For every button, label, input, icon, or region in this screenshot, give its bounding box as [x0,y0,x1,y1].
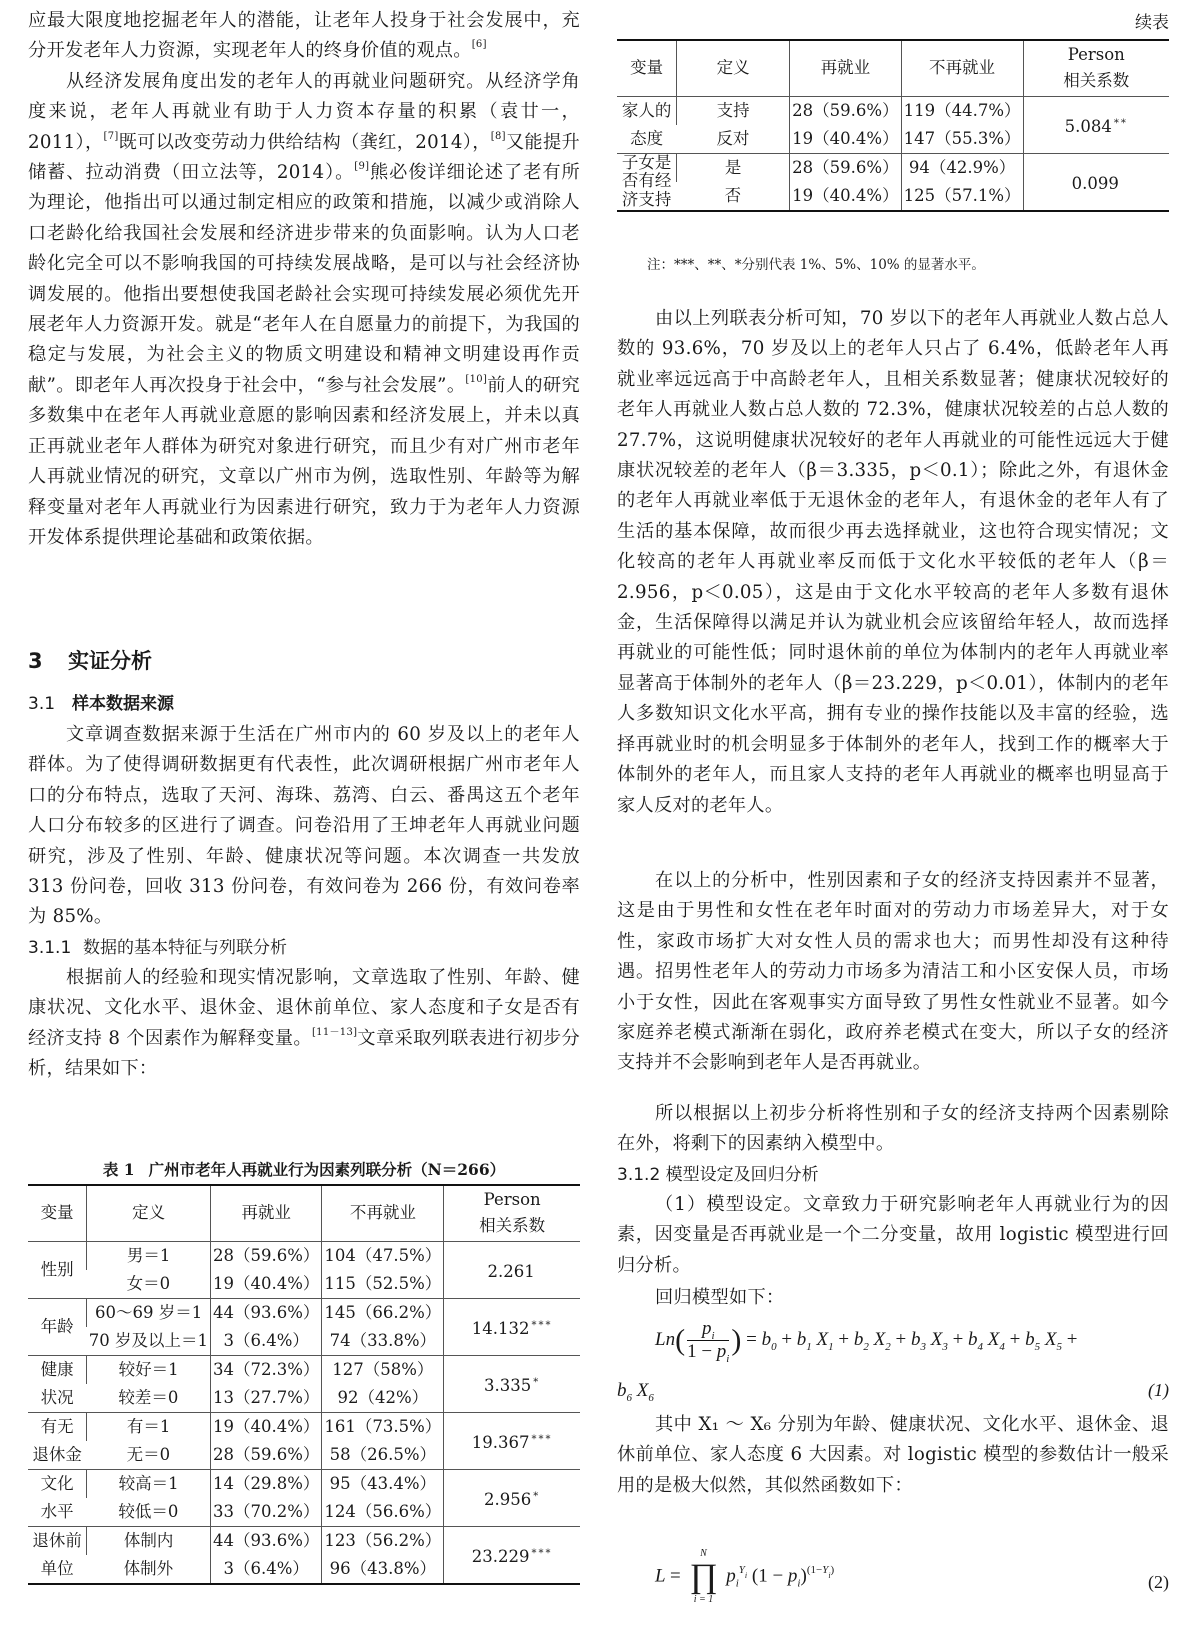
paragraph-8: （1）模型设定。文章致力于研究影响老年人再就业行为的因素，因变量是否再就业是一个二分变量，故用 logistic 模型进行回归分析。 [617,1194,1169,1276]
col-header-not-reemployed: 不再就业 [901,40,1023,96]
paragraph-2 [28,67,580,554]
cell-variable [28,1469,87,1526]
cell-coefficient [444,1241,580,1298]
col-header-variable: 变量 [40,1203,74,1223]
paragraph-text: 又能提升储蓄、拉动消费（田立法等，2014）。 [28,131,580,184]
variable-line: 家人的 [621,100,672,120]
cell-coefficient [1023,96,1169,153]
section-heading-3 [28,646,152,676]
table-label: 表 1 [102,1160,135,1179]
cell-reemployed: 19（40.4%） [210,1270,321,1299]
table-header-row [617,40,1169,96]
significance-stars: *** [531,1433,553,1445]
paragraph-text: 从经济发展角度出发的老年人的再就业问题研究。从经济学角度来说，老年人再就业有助于人力资本存量的积累（袁廿一，2011）， [28,70,580,153]
cell-coefficient [444,1526,580,1584]
table-row [28,1412,580,1441]
table-1-continued [617,39,1169,212]
cell-not-reemployed: 95（43.4%） [322,1469,444,1498]
citation: [6] [471,39,487,51]
cell-not-reemployed: 119（44.7%） [901,96,1023,125]
table-row [617,153,1169,182]
cell-not-reemployed: 96（43.8%） [322,1555,444,1584]
table-row [28,1298,580,1327]
equation-1-continued: $b_6$ $X_6$ (1) [617,1380,1169,1404]
paragraph-6: 在以上的分析中，性别因素和子女的经济支持因素并不显著，这是由于男性和女性在老年时面对的劳动力市场差异大，对于女性，家政市场扩大对女性人员的需求也大；而男性却没有这种待遇。招男性老年人的劳动力市场多为清洁工和小区安保人员，市场小于女性，因此在客观事实方面导致了男性女性就业不显著。如今家庭养老模式渐渐在弱化，政府养老模式在变大，所以子女的经济支持并不会影响到老年人是否再就业。 [617,870,1169,1074]
section-number: 3.1 [28,694,56,714]
cell-not-reemployed: 127（58%） [322,1355,444,1384]
col-header-reemployed: 再就业 [210,1185,321,1241]
header-line: Person [1067,45,1125,65]
cell-not-reemployed: 161（73.5%） [322,1412,444,1441]
variable-line: 有无 [40,1416,74,1436]
cell-definition: 体制内 [87,1526,211,1555]
variable-line: 退休金 [32,1444,82,1464]
section-title: 样本数据来源 [72,694,174,714]
variable-line: 济支持 [621,189,672,209]
paragraph-7: 所以根据以上初步分析将性别和子女的经济支持两个因素剔除在外，将剩下的因素纳入模型中。 [617,1103,1169,1155]
significance-stars: * [533,1376,541,1388]
section-number: 3.1.2 [617,1165,661,1185]
citation: [7] [103,130,119,142]
coefficient-value: 2.956 [484,1489,532,1509]
cell-reemployed: 3（6.4%） [210,1327,321,1356]
cell-reemployed: 28（59.6%） [210,1241,321,1270]
citation: [8] [490,130,506,142]
section-title: 数据的基本特征与列联分析 [83,938,287,958]
cell-reemployed: 28（59.6%） [790,153,901,182]
col-header-not-reemployed: 不再就业 [322,1185,444,1241]
cell-definition: 反对 [716,129,750,148]
cell-coefficient [1023,153,1169,211]
contingency-table [28,1184,580,1585]
cell-not-reemployed: 58（26.5%） [322,1441,444,1470]
variable-line: 否有经 [621,171,672,191]
cell-definition: 较低＝0 [118,1502,179,1521]
paragraph-text: 既可以改变劳动力供给结构（龚红，2014）， [118,131,491,153]
cell-variable [28,1298,87,1355]
cell-not-reemployed: 74（33.8%） [322,1327,444,1356]
table-row [28,1355,580,1384]
col-header-definition: 定义 [677,40,790,96]
cell-reemployed: 33（70.2%） [210,1498,321,1527]
cell-not-reemployed: 124（56.6%） [322,1498,444,1527]
cell-definition: 女＝0 [126,1274,171,1293]
paragraph-text: 熊必俊详细论述了老有所为理论，他指出可以通过制定相应的政策和措施，以减少或消除人口老龄化给我国社会发展和经济进步带来的负面影响。认为人口老龄化完全可以不影响我国的可持续发展战略，是可以与社会经济协调发展的。他指出要想使我国老龄社会实现可持续发展必须优先开展老年人力资源开发。就是“老年人在自愿量力的前提下，为我国的稳定与发展，为社会主义的物质文明建设和精神文明建设再作贡献”。即老年人再次投身于社会中，“参与社会发展”。 [28,162,580,396]
col-header-reemployed: 再就业 [790,40,901,96]
cell-not-reemployed: 147（55.3%） [901,125,1023,154]
coefficient-value: 2.261 [487,1261,535,1281]
cell-not-reemployed: 125（57.1%） [901,182,1023,211]
table-row [28,1241,580,1270]
col-header-coefficient [1023,40,1169,96]
cell-not-reemployed: 123（56.2%） [322,1526,444,1555]
cell-reemployed: 3（6.4%） [210,1555,321,1584]
cell-definition: 否 [724,186,742,206]
variable-line: 退休前 [32,1530,82,1550]
cell-reemployed: 44（93.6%） [210,1298,321,1327]
section-heading-3-1 [28,689,174,719]
cell-reemployed: 28（59.6%） [790,96,901,125]
table-row [28,1526,580,1555]
cell-definition: 较差＝0 [118,1388,179,1407]
table-title: 广州市老年人再就业行为因素列联分析（N＝266） [148,1160,506,1179]
equation-number: (1) [1148,1380,1169,1400]
cell-reemployed: 44（93.6%） [210,1526,321,1555]
equation-2: L = N ∏ i = 1 $p_i^{Y_i}$ $(1 - p_i)^{(1-Y_i)}$ [655,1548,835,1605]
cell-variable [28,1412,87,1469]
cell-not-reemployed: 104（47.5%） [322,1241,444,1270]
table-1-caption [28,1158,580,1182]
variable-line: 性别 [40,1259,74,1279]
variable-line: 文化 [40,1473,74,1493]
equation-1: Ln( $\frac{p_i}{1 - p_i}$ ) = $b_0 + b_1$ $X_1 + b_2$ $X_2 + b_3$ $X_3 + b_4$ $X_4 + b_5$ $X_5$ + [655,1318,1078,1365]
section-number: 3.1.1 [28,938,72,958]
equation-number: (2) [1148,1572,1169,1592]
header-line: 相关系数 [479,1216,546,1236]
variable-line: 态度 [630,128,664,148]
contingency-table-continued [617,39,1169,212]
variable-line: 健康 [40,1359,74,1379]
cell-reemployed: 19（40.4%） [790,125,901,154]
cell-variable [28,1355,87,1412]
paragraph-text: 根据前人的经验和现实情况影响，文章选取了性别、年龄、健康状况、文化水平、退休金、退休前单位、家人态度和子女是否有经济支持 8 个因素作为解释变量。 [28,967,580,1049]
cell-definition: 较高＝1 [87,1469,211,1498]
coefficient-value: 3.335 [484,1375,532,1395]
cell-definition: 60～69 岁＝1 [87,1298,211,1327]
paragraph-5: 由以上列联表分析可知，70 岁以下的老年人再就业人数占总人数的 93.6%，70 岁及以上的老年人只占了 6.4%，低龄老年人再就业率远远高于中高龄老年人，且相关系数显著；健康状况较好的老年人再就业人数占总人数的 72.3%，健康状况较差的占总人数的 27.7%，这说明健康状况较好的老年人再就业的可能性远远大于健康状况较差的老年人（β＝3.335，p＜0.1）；除此之外，有退休金的老年人再就业率低于无退休金的老年人，有退休金的老年人有了生活的基本保障，故而很少再去选择就业，这也符合现实情况；文化较高的老年人再就业率反而低于文化水平较低的老年人（β＝2.956，p＜0.05），这是由于文化水平较高的老年人多数有退休金，生活保障得以满足并认为就业机会应该留给年轻人，故而选择再就业的可能性低；同时退休前的单位为体制内的老年人再就业率显著高于体制外的老年人（β＝23.229，p＜0.01），体制内的老年人多数知识文化水平高，拥有专业的操作技能以及丰富的经验，选择再就业时的机会明显多于体制外的老年人，找到工作的概率大于体制外的老年人，而且家人支持的老年人再就业的概率也明显高于家人反对的老年人。 [617,308,1169,816]
cell-definition: 无＝0 [126,1445,171,1464]
citation: [9] [354,161,370,173]
cell-variable [28,1526,87,1584]
section-heading-3-1-1 [28,933,287,963]
cell-definition: 有＝1 [87,1412,211,1441]
cell-reemployed: 19（40.4%） [790,182,901,211]
cell-definition: 70 岁及以上＝1 [88,1331,208,1350]
cell-reemployed: 34（72.3%） [210,1355,321,1384]
cell-definition: 支持 [677,96,790,125]
cell-definition: 男＝1 [87,1241,211,1270]
header-line: Person [483,1190,541,1210]
cell-coefficient [444,1355,580,1412]
coefficient-value: 5.084 [1064,116,1112,136]
significance-stars: ** [1113,117,1128,129]
citation: [11－13] [311,1026,358,1038]
paragraph-3: 文章调查数据来源于生活在广州市内的 60 岁及以上的老年人群体。为了使得调研数据更有代表性，此次调研根据广州市老年人口的分布特点，选取了天河、海珠、荔湾、白云、番禺这五个老年人口分布较多的区进行了调查。问卷沿用了王坤老年人再就业问题研究，涉及了性别、年龄、健康状况等问题。本次调查一共发放 313 份问卷，回收 313 份问卷，有效问卷为 266 份，有效问卷率为 85%。 [28,724,580,928]
cell-variable [617,153,677,211]
paragraph-10: 其中 X₁ ～ X₆ 分别为年龄、健康状况、文化水平、退休金、退休前单位、家人态度 6 大因素。对 logistic 模型的参数估计一般采用的是极大似然，其似然函数如下： [617,1414,1169,1496]
col-header-coefficient [444,1185,580,1241]
cell-coefficient [444,1469,580,1526]
variable-line: 单位 [40,1558,74,1578]
product-operator: N ∏ i = 1 [689,1548,718,1605]
coefficient-value: 19.367 [471,1432,530,1452]
section-title: 实证分析 [68,649,152,673]
paragraph-text: 前人的研究多数集中在老年人再就业意愿的影响因素和经济发展上，并未以真正再就业老年人群体为研究对象进行研究，而且少有对广州市老年人再就业情况的研究，文章以广州市为例，选取性别、年龄等为解释变量对老年人再就业行为因素进行研究，致力于为老年人力资源开发体系提供理论基础和政策依据。 [28,374,580,548]
cell-variable [617,96,677,153]
cell-coefficient [444,1412,580,1469]
table-1 [28,1184,580,1585]
significance-stars: *** [531,1547,553,1559]
math-ln: Ln [655,1328,676,1350]
variable-line: 子女是 [621,152,672,172]
cell-not-reemployed: 94（42.9%） [901,153,1023,182]
cell-reemployed: 19（40.4%） [210,1412,321,1441]
paragraph-text: 应最大限度地挖掘老年人的潜能，让老年人投身于社会发展中，充分开发老年人力资源，实现老年人的终身价值的观点。 [28,10,580,62]
cell-not-reemployed: 115（52.5%） [322,1270,444,1299]
coefficient-value: 23.229 [471,1546,530,1566]
paragraph-1 [28,6,580,67]
coefficient-value: 14.132 [471,1318,530,1338]
cell-definition: 较好＝1 [87,1355,211,1384]
header-line: 相关系数 [1063,71,1130,91]
section-title: 模型设定及回归分析 [665,1165,819,1185]
cell-reemployed: 13（27.7%） [210,1384,321,1413]
citation: [10] [465,373,488,385]
paragraph-4 [28,963,580,1085]
col-header-variable: 变量 [630,58,664,78]
table-header-row [28,1185,580,1241]
section-heading-3-1-2 [617,1160,819,1190]
cell-reemployed: 14（29.8%） [210,1469,321,1498]
significance-stars: * [533,1490,541,1502]
variable-line: 水平 [40,1501,74,1521]
variable-line: 年龄 [40,1316,74,1336]
fraction: $\frac{p_i}{1 - p_i}$ [687,1318,730,1365]
paragraph-9: 回归模型如下： [655,1287,785,1308]
table-continued-label: 续表 [1135,13,1169,33]
cell-reemployed: 28（59.6%） [210,1441,321,1470]
col-header-definition: 定义 [87,1185,211,1241]
cell-definition: 是 [677,153,790,182]
coefficient-value: 0.099 [1071,173,1119,193]
significance-stars: *** [531,1319,553,1331]
cell-variable [28,1241,87,1298]
table-note: 注：***、**、*分别代表 1%、5%、10% 的显著水平。 [647,257,985,273]
cell-not-reemployed: 145（66.2%） [322,1298,444,1327]
paragraph-text: 文章采取列联表进行初步分析，结果如下： [28,1027,581,1080]
table-row [617,96,1169,125]
table-row [28,1469,580,1498]
cell-coefficient [444,1298,580,1355]
variable-line: 状况 [40,1387,74,1407]
cell-definition: 体制外 [123,1559,174,1579]
cell-not-reemployed: 92（42%） [322,1384,444,1413]
section-number: 3 [28,649,43,673]
